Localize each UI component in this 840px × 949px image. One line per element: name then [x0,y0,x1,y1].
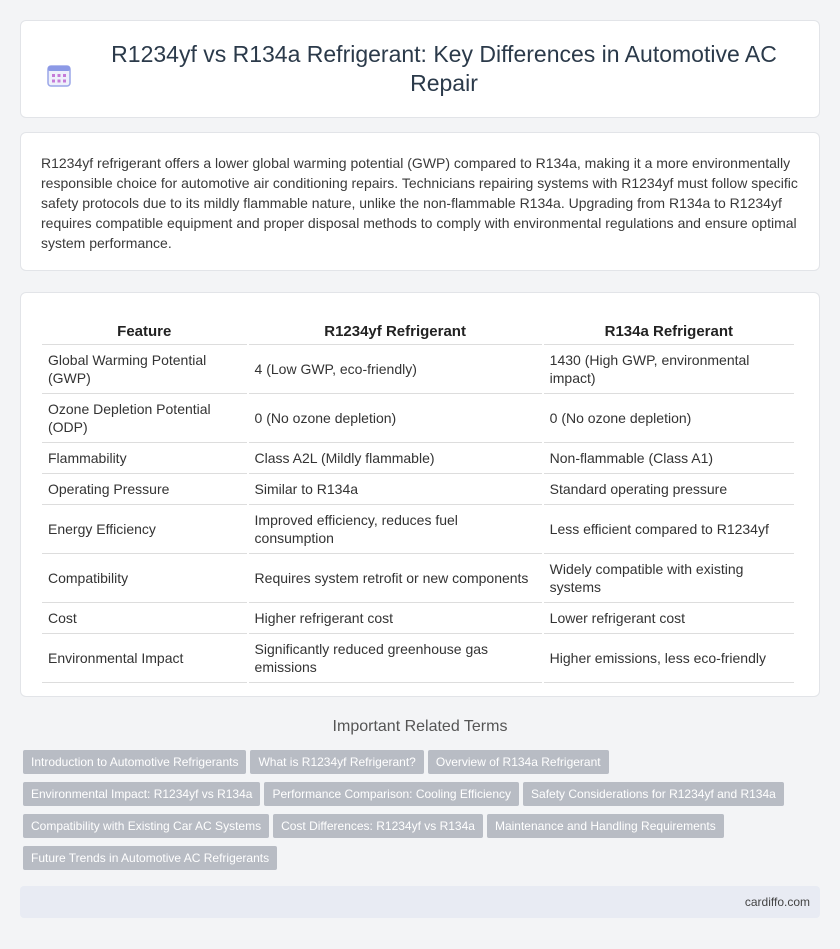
table-row [42,554,794,603]
related-term-tag[interactable]: What is R1234yf Refrigerant? [250,750,423,774]
comparison-table [40,313,796,683]
title-card [20,20,820,118]
table-cell: Less efficient compared to R1234yf [544,505,794,554]
header-r1234yf: R1234yf Refrigerant [249,313,542,345]
related-term-tag[interactable]: Cost Differences: R1234yf vs R134a [273,814,483,838]
related-terms-tags [23,750,813,878]
table-cell: Flammability [42,443,247,474]
footer-site-link[interactable]: cardiffo.com [744,895,810,909]
calendar-grid-icon [46,62,72,88]
table-cell: Operating Pressure [42,474,247,505]
table-row [42,474,794,505]
related-term-tag[interactable]: Introduction to Automotive Refrigerants [23,750,246,774]
comparison-table-card [20,292,820,697]
table-cell: 4 (Low GWP, eco-friendly) [249,345,542,394]
table-cell: 0 (No ozone depletion) [249,394,542,443]
related-term-tag[interactable]: Environmental Impact: R1234yf vs R134a [23,782,260,806]
table-cell: Standard operating pressure [544,474,794,505]
table-row [42,443,794,474]
table-cell: Energy Efficiency [42,505,247,554]
table-cell: Significantly reduced greenhouse gas emissions [249,634,542,683]
table-cell: Lower refrigerant cost [544,603,794,634]
table-row [42,345,794,394]
table-cell: Similar to R134a [249,474,542,505]
related-term-tag[interactable]: Maintenance and Handling Requirements [487,814,724,838]
table-cell: Higher emissions, less eco-friendly [544,634,794,683]
table-header-row [42,313,794,345]
page-title: R1234yf vs R134a Refrigerant: Key Differences in Automotive AC Repair [111,41,777,96]
table-cell: Global Warming Potential (GWP) [42,345,247,394]
table-cell: Non-flammable (Class A1) [544,443,794,474]
table-cell: 1430 (High GWP, environmental impact) [544,345,794,394]
table-cell: Class A2L (Mildly flammable) [249,443,542,474]
related-terms-title: Important Related Terms [332,718,508,735]
related-term-tag[interactable]: Compatibility with Existing Car AC Systems [23,814,269,838]
related-term-tag[interactable]: Future Trends in Automotive AC Refrigerants [23,846,277,870]
table-cell: Requires system retrofit or new components [249,554,542,603]
table-cell: 0 (No ozone depletion) [544,394,794,443]
related-term-tag[interactable]: Performance Comparison: Cooling Efficiency [264,782,519,806]
table-cell: Widely compatible with existing systems [544,554,794,603]
related-term-tag[interactable]: Overview of R134a Refrigerant [428,750,609,774]
table-row [42,505,794,554]
header-r134a: R134a Refrigerant [544,313,794,345]
table-cell: Higher refrigerant cost [249,603,542,634]
table-cell: Environmental Impact [42,634,247,683]
table-row [42,394,794,443]
table-cell: Ozone Depletion Potential (ODP) [42,394,247,443]
intro-text: R1234yf refrigerant offers a lower global warming potential (GWP) compared to R134a, making it a more environmentally responsible choice for automotive air conditioning repairs. Technicians repairing systems with R1234yf must follow specific safety protocols due to its mildly flammable nature, unlike the non-flammable R134a. Upgrading from R134a to R1234yf requires compatible equipment and proper disposal methods to comply with environmental regulations and ensure optimal system performance. [41,155,798,251]
table-cell: Cost [42,603,247,634]
intro-card [20,132,820,271]
header-feature: Feature [42,313,247,345]
table-row [42,634,794,683]
table-cell: Improved efficiency, reduces fuel consumption [249,505,542,554]
table-cell: Compatibility [42,554,247,603]
related-term-tag[interactable]: Safety Considerations for R1234yf and R134a [523,782,784,806]
table-row [42,603,794,634]
footer [20,886,820,918]
